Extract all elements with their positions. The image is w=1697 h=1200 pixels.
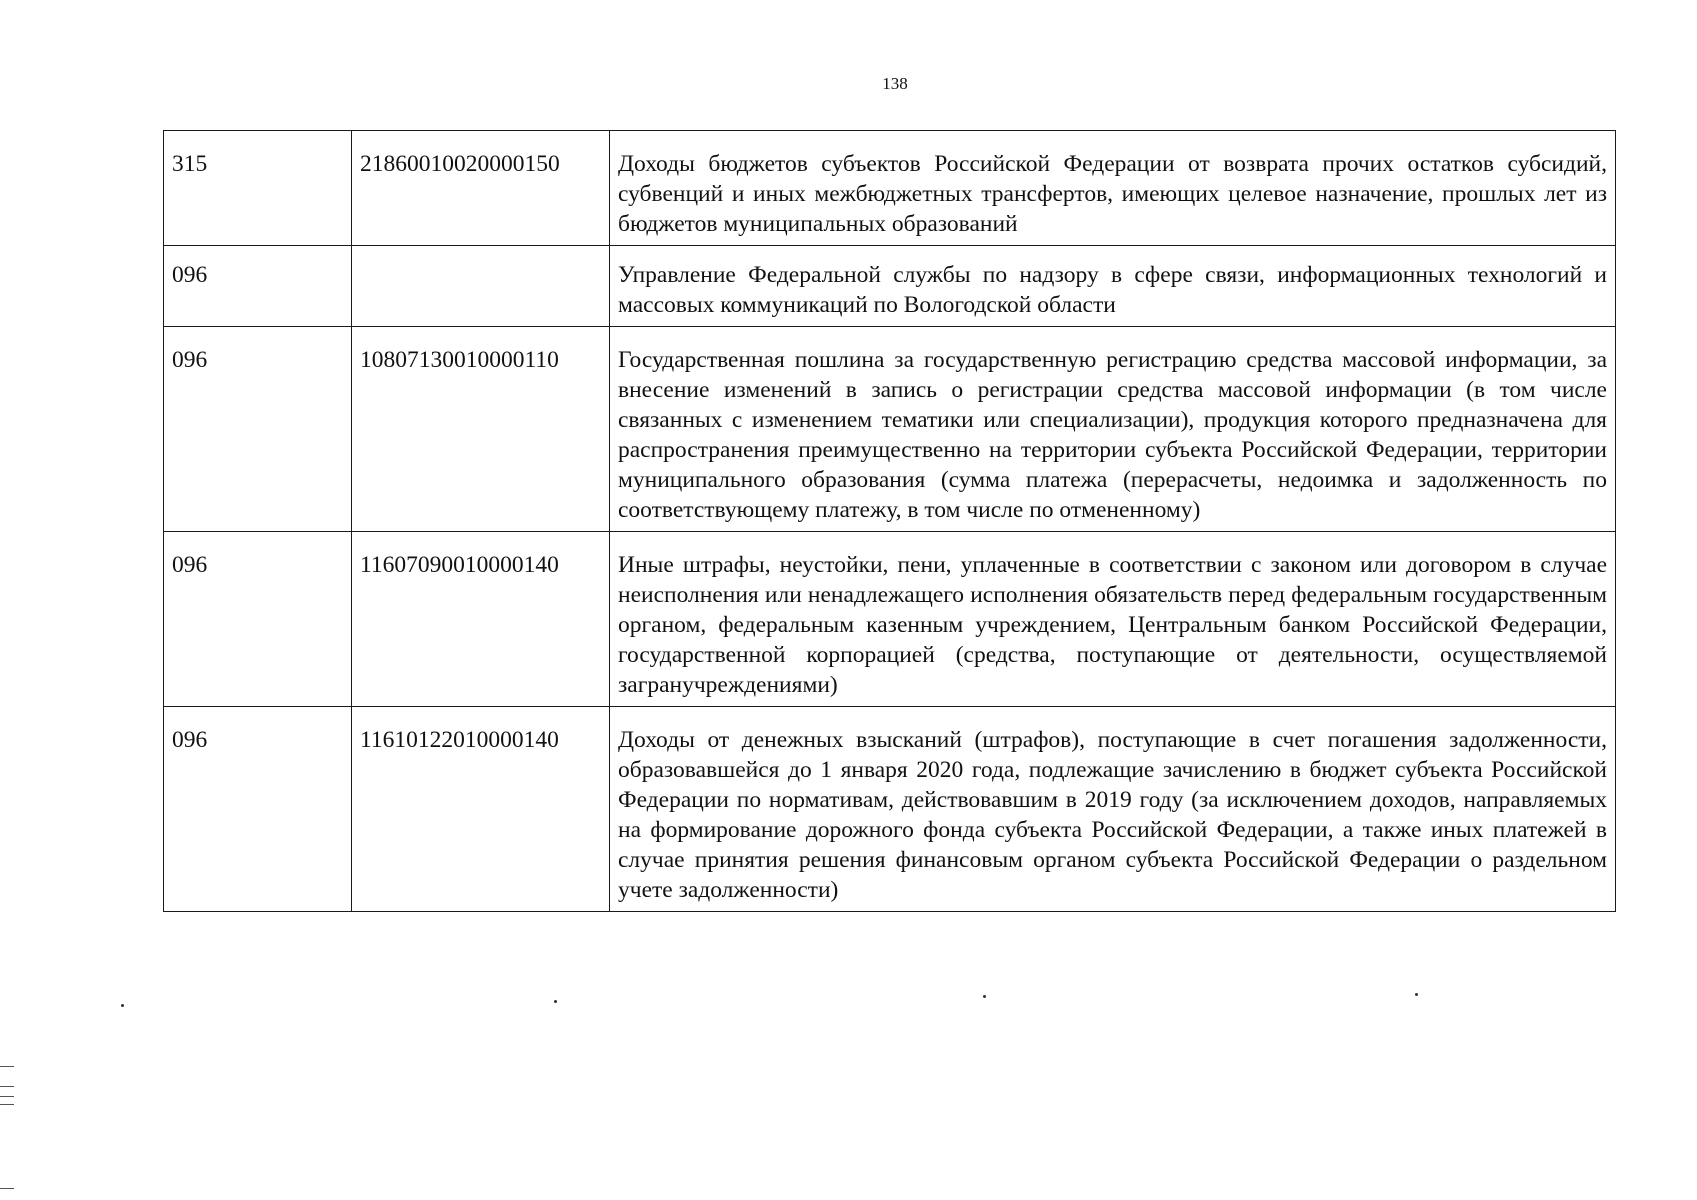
scan-artifact-line [0, 1086, 14, 1087]
description-cell: Доходы от денежных взысканий (штрафов), поступающие в счет погашения задолженности, образовавшейся до 1 января 2020 года, подлежащие зачислению в бюджет субъекта Российской Федерации по нормативам, действовавшим в 2019 году (за исключением доходов, направляемых на формирование дорожного фонда субъекта Российской Федерации, а также иных платежей в случае принятия решения финансовым органом субъекта Российской Федерации о раздельном учете задолженности) [610, 707, 1616, 912]
table-row [164, 707, 1616, 912]
scan-artifact-line [0, 1066, 14, 1067]
admin-code-cell: 096 [164, 327, 352, 532]
admin-code-cell: 315 [164, 131, 352, 246]
admin-code-cell: 096 [164, 246, 352, 327]
table-row [164, 327, 1616, 532]
revenue-codes-table [163, 130, 1616, 912]
description-cell: Государственная пошлина за государственную регистрацию средства массовой информации, за внесение изменений в запись о регистрации средства массовой информации (в том числе связанных с изменением тематики или специализации), продукция которого предназначена для распространения преимущественно на территории субъекта Российской Федерации, территории муниципального образования (сумма платежа (перерасчеты, недоимка и задолженность по соответствующему платежу, в том числе по отмененному) [610, 327, 1616, 532]
admin-code-cell: 096 [164, 707, 352, 912]
description-cell: Управление Федеральной службы по надзору в сфере связи, информационных технологий и массовых коммуникаций по Вологодской области [610, 246, 1616, 327]
description-cell: Доходы бюджетов субъектов Российской Федерации от возврата прочих остатков субсидий, субвенций и иных межбюджетных трансфертов, имеющих целевое назначение, прошлых лет из бюджетов муниципальных образований [610, 131, 1616, 246]
scan-artifact-line [0, 1104, 14, 1105]
scan-artifact-line [0, 1096, 14, 1097]
table-row [164, 131, 1616, 246]
revenue-code-cell: 11610122010000140 [352, 707, 610, 912]
page-number: 138 [882, 74, 908, 93]
table-row [164, 532, 1616, 707]
scan-artifact-dot [1415, 993, 1418, 996]
revenue-code-cell [352, 246, 610, 327]
admin-code-cell: 096 [164, 532, 352, 707]
revenue-code-cell: 11607090010000140 [352, 532, 610, 707]
revenue-code-cell: 21860010020000150 [352, 131, 610, 246]
scan-artifact-dot [983, 995, 986, 998]
scan-artifact-dot [121, 1004, 124, 1007]
revenue-code-cell: 10807130010000110 [352, 327, 610, 532]
scan-artifact-dot [554, 1000, 557, 1003]
table-row [164, 246, 1616, 327]
scan-artifact-line [0, 1188, 14, 1189]
description-cell: Иные штрафы, неустойки, пени, уплаченные в соответствии с законом или договором в случае неисполнения или ненадлежащего исполнения обязательств перед федеральным государственным органом, федеральным казенным учреждением, Центральным банком Российской Федерации, государственной корпорацией (средства, поступающие от деятельности, осуществляемой загранучреждениями) [610, 532, 1616, 707]
